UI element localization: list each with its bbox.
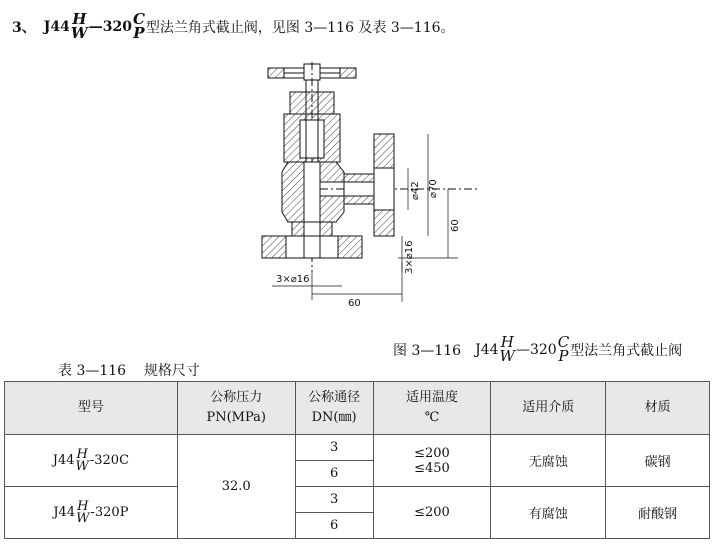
cell-temperature: [373, 487, 491, 539]
cell-dn: 3: [295, 487, 373, 513]
header-material: 材质: [606, 382, 710, 435]
header-temperature: [373, 382, 491, 435]
caption-fraction-cp: [558, 335, 569, 364]
header-temp-line1: 适用温度: [405, 390, 458, 405]
spec-table: [4, 381, 710, 539]
cell-dn: 6: [295, 513, 373, 539]
frac-bottom: W: [76, 511, 90, 526]
valve-drawing: [248, 62, 478, 312]
frac-top: C: [132, 10, 145, 28]
temp-value: ≤200: [414, 505, 450, 520]
dim-w60: 60: [348, 298, 361, 309]
figure-caption: [393, 335, 682, 364]
table-title: 表 3—116 规格尺寸: [58, 363, 200, 379]
caption-model-prefix: J44: [475, 341, 499, 358]
bottom-flange-shape: [262, 222, 362, 258]
cell-pressure: 32.0: [177, 435, 295, 539]
frac-bottom: W: [499, 347, 515, 365]
bonnet-shape: [284, 92, 340, 162]
heading-fraction-hw: [71, 12, 88, 41]
dim-d42: ⌀42: [410, 181, 421, 200]
header-pressure: [177, 382, 295, 435]
table-row: [5, 435, 710, 461]
cell-temperature: [373, 435, 491, 487]
model-prefix: J44: [53, 505, 76, 520]
cell-medium: 无腐蚀: [491, 435, 606, 487]
right-flange-shape: [374, 134, 394, 236]
header-pressure-line2: PN(MPa): [206, 410, 266, 425]
frac-bottom: W: [70, 24, 88, 42]
caption-dash-number: —320: [515, 341, 557, 358]
model-suffix: -320C: [89, 453, 130, 468]
model-prefix: J44: [52, 453, 75, 468]
cell-material: 耐酸钢: [606, 487, 710, 539]
dim-d70: ⌀70: [428, 179, 439, 198]
header-model: 型号: [5, 382, 178, 435]
header-diameter: [295, 382, 373, 435]
cell-dn: 6: [295, 461, 373, 487]
frac-top: H: [500, 333, 514, 351]
heading-dash-number: —320: [88, 18, 132, 35]
heading-model-prefix: J44: [43, 18, 70, 35]
frac-bottom: W: [75, 459, 89, 474]
header-medium: 适用介质: [491, 382, 606, 435]
cell-model: [5, 487, 178, 539]
cell-model: [5, 435, 178, 487]
frac-top: C: [557, 333, 570, 351]
caption-prefix: 图 3—116: [393, 342, 462, 359]
heading-fraction-cp: [133, 12, 145, 41]
frac-top: H: [76, 447, 88, 462]
frac-top: H: [77, 499, 89, 514]
heading-text: 型法兰角式截止阀，见图 3—116 及表 3—116。: [145, 19, 455, 36]
frac-top: H: [72, 10, 87, 28]
temp-value: ≤200: [414, 445, 450, 461]
heading-number: 3、: [12, 19, 36, 36]
model-fraction: [76, 500, 89, 525]
temp-value: ≤450: [414, 460, 450, 476]
table-row: [5, 487, 710, 513]
caption-text: 型法兰角式截止阀: [570, 342, 683, 359]
cell-material: 碳钢: [606, 435, 710, 487]
section-heading: [12, 12, 455, 41]
caption-fraction-hw: [500, 335, 515, 364]
model-fraction: [76, 448, 89, 473]
cell-medium: 有腐蚀: [491, 487, 606, 539]
dim-holes-bottom: 3×⌀16: [276, 274, 310, 285]
dim-h60: 60: [450, 219, 461, 232]
cell-dn: 3: [295, 435, 373, 461]
header-diameter-line2: DN(㎜): [311, 410, 357, 425]
header-pressure-line1: 公称压力: [210, 390, 263, 405]
header-diameter-line1: 公称通径: [308, 390, 361, 405]
dim-holes-right: 3×⌀16: [404, 240, 415, 274]
table-header-row: [5, 382, 710, 435]
frac-bottom: P: [133, 24, 145, 42]
model-suffix: -320P: [90, 505, 129, 520]
header-temp-line2: ℃: [424, 410, 440, 425]
frac-bottom: P: [558, 347, 569, 365]
